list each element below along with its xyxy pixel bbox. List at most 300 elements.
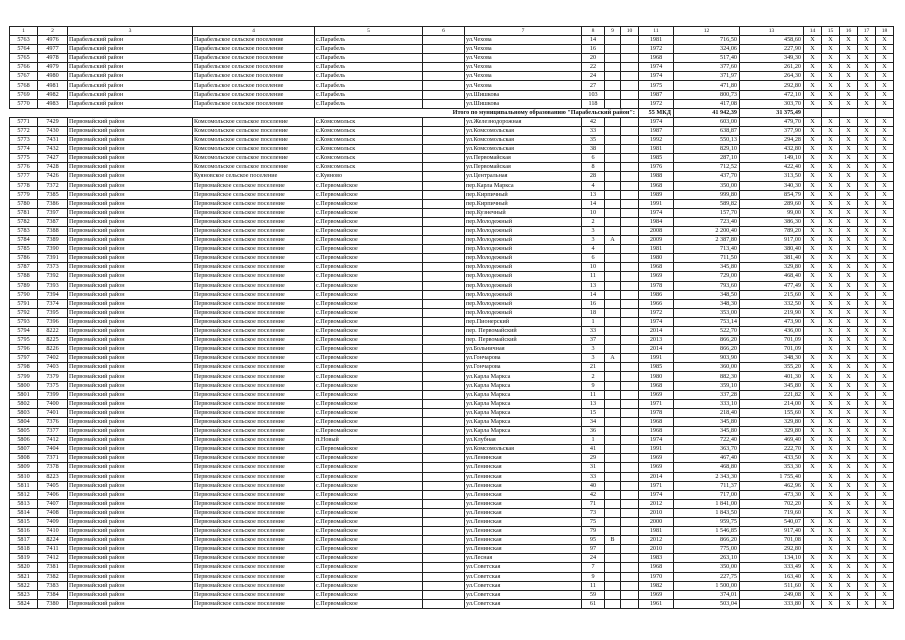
table-cell: 2010 — [639, 508, 674, 517]
table-cell: 5776 — [10, 163, 38, 172]
table-row — [10, 399, 894, 408]
table-cell: 713,40 — [674, 245, 740, 254]
table-cell: X — [840, 181, 858, 190]
table-cell: 41 — [582, 445, 605, 454]
table-cell: X — [840, 563, 858, 572]
table-cell — [605, 408, 621, 417]
table-cell — [605, 381, 621, 390]
table-cell: ул.Карла Маркса — [465, 381, 582, 390]
table-cell — [621, 508, 639, 517]
table-cell — [605, 245, 621, 254]
table-cell — [605, 517, 621, 526]
table-cell: с.Комсомольск — [315, 145, 423, 154]
table-cell: 264,30 — [740, 72, 804, 81]
table-row — [10, 272, 894, 281]
table-cell — [605, 527, 621, 536]
table-cell: X — [840, 236, 858, 245]
table-cell: Первомайский район — [68, 217, 193, 226]
table-cell — [621, 572, 639, 581]
table-cell: Первомайский район — [68, 472, 193, 481]
table-cell: X — [804, 172, 822, 181]
table-cell: 1968 — [639, 417, 674, 426]
table-cell: Парабельский район — [68, 45, 193, 54]
table-cell: 218,40 — [674, 408, 740, 417]
table-cell: ул.Советская — [465, 599, 582, 608]
table-cell — [621, 190, 639, 199]
table-cell: 11 — [582, 390, 605, 399]
table-cell: 854,79 — [740, 190, 804, 199]
table-cell: X — [876, 363, 894, 372]
table-cell: Первомайский район — [68, 308, 193, 317]
column-header: 16 — [840, 27, 858, 36]
table-cell: 2010 — [639, 545, 674, 554]
table-cell: 7410 — [38, 527, 68, 536]
table-cell — [605, 190, 621, 199]
table-cell: 2014 — [639, 327, 674, 336]
table-cell: с.Первомайское — [315, 190, 423, 199]
table-cell: X — [822, 390, 840, 399]
table-cell: X — [840, 163, 858, 172]
table-cell — [621, 117, 639, 126]
table-cell: 1992 — [639, 136, 674, 145]
table-cell — [621, 263, 639, 272]
column-header: 1 — [10, 27, 38, 36]
table-cell: пер.Кирпичный — [465, 199, 582, 208]
table-cell: 701,09 — [740, 345, 804, 354]
table-cell: 27 — [582, 81, 605, 90]
table-cell — [621, 217, 639, 226]
table-cell: 5797 — [10, 354, 38, 363]
table-cell: Первомайский район — [68, 372, 193, 381]
table-cell: 386,30 — [740, 217, 804, 226]
table-cell — [605, 581, 621, 590]
table-cell — [423, 154, 465, 163]
table-row — [10, 408, 894, 417]
table-cell: 7376 — [38, 417, 68, 426]
table-cell — [423, 117, 465, 126]
table-cell — [423, 99, 465, 108]
table-cell: X — [876, 572, 894, 581]
table-cell — [621, 481, 639, 490]
table-cell: с.Парабель — [315, 81, 423, 90]
table-cell — [621, 36, 639, 45]
table-cell: с.Первомайское — [315, 217, 423, 226]
table-cell: Первомайский район — [68, 117, 193, 126]
table-cell — [423, 436, 465, 445]
table-cell: X — [858, 563, 876, 572]
table-cell: Первомайское сельское поселение — [193, 208, 315, 217]
table-cell: 2009 — [639, 236, 674, 245]
table-cell: с.Первомайское — [315, 599, 423, 608]
table-cell: ул.Ленинская — [465, 545, 582, 554]
table-cell: Первомайское сельское поселение — [193, 354, 315, 363]
table-cell: Первомайский район — [68, 181, 193, 190]
table-cell: X — [822, 36, 840, 45]
table-cell: 5793 — [10, 317, 38, 326]
table-cell: ул.Комсомольская — [465, 136, 582, 145]
table-cell — [423, 145, 465, 154]
column-header: 10 — [621, 27, 639, 36]
table-cell: 7380 — [38, 599, 68, 608]
table-cell: Первомайский район — [68, 481, 193, 490]
table-cell: 433,50 — [740, 454, 804, 463]
table-cell: X — [858, 299, 876, 308]
table-cell — [423, 563, 465, 572]
table-cell: Первомайский район — [68, 581, 193, 590]
table-cell: 24 — [582, 72, 605, 81]
table-cell: X — [876, 336, 894, 345]
table-cell: X — [840, 190, 858, 199]
table-cell: X — [858, 354, 876, 363]
table-cell: Первомайский район — [68, 272, 193, 281]
table-cell: 479,70 — [740, 117, 804, 126]
table-cell: 377,90 — [740, 126, 804, 135]
table-cell: Первомайский район — [68, 499, 193, 508]
table-cell — [605, 217, 621, 226]
table-cell: X — [876, 136, 894, 145]
table-cell: 753,14 — [674, 317, 740, 326]
table-cell: Первомайский район — [68, 190, 193, 199]
table-cell — [621, 290, 639, 299]
table-cell: X — [876, 126, 894, 135]
table-cell: 287,10 — [674, 154, 740, 163]
table-cell: ул.Первомайская — [465, 154, 582, 163]
table-cell: 7377 — [38, 427, 68, 436]
table-cell: 7378 — [38, 463, 68, 472]
table-cell: 1980 — [639, 372, 674, 381]
table-cell: Первомайский район — [68, 436, 193, 445]
table-cell: Первомайское сельское поселение — [193, 536, 315, 545]
table-cell: Комсомольское сельское поселение — [193, 117, 315, 126]
table-cell: X — [840, 572, 858, 581]
table-cell: X — [822, 199, 840, 208]
table-cell: X — [876, 390, 894, 399]
table-cell: X — [876, 417, 894, 426]
table-cell — [605, 490, 621, 499]
table-cell: 381,40 — [740, 254, 804, 263]
table-cell: 603,00 — [674, 117, 740, 126]
table-row — [10, 599, 894, 608]
table-cell: X — [804, 517, 822, 526]
table-cell — [621, 90, 639, 99]
table-cell: X — [858, 245, 876, 254]
table-cell: X — [876, 436, 894, 445]
table-cell: Первомайское сельское поселение — [193, 554, 315, 563]
table-cell: 7371 — [38, 454, 68, 463]
table-cell: X — [840, 417, 858, 426]
table-cell: X — [804, 363, 822, 372]
table-cell: 3 — [582, 236, 605, 245]
table-cell — [605, 99, 621, 108]
table-cell: 345,80 — [740, 381, 804, 390]
table-cell: 7428 — [38, 163, 68, 172]
column-header: 15 — [822, 27, 840, 36]
table-cell: X — [840, 63, 858, 72]
table-cell: 1972 — [639, 45, 674, 54]
table-cell: X — [822, 336, 840, 345]
table-cell — [423, 54, 465, 63]
table-cell: X — [858, 517, 876, 526]
table-cell — [605, 154, 621, 163]
table-cell: X — [804, 272, 822, 281]
column-header: 9 — [605, 27, 621, 36]
table-cell: 9 — [582, 381, 605, 390]
table-cell: 1987 — [639, 126, 674, 135]
table-cell: 359,10 — [674, 381, 740, 390]
table-cell — [605, 208, 621, 217]
table-cell: 3 — [582, 345, 605, 354]
table-cell: ул.Ленинская — [465, 481, 582, 490]
table-cell: X — [822, 327, 840, 336]
table-cell: 1966 — [639, 299, 674, 308]
table-cell: 469,40 — [740, 436, 804, 445]
table-cell: с.Первомайское — [315, 345, 423, 354]
table-cell: Первомайское сельское поселение — [193, 181, 315, 190]
table-cell: X — [804, 563, 822, 572]
table-cell: X — [840, 508, 858, 517]
table-row — [10, 236, 894, 245]
table-cell: с.Первомайское — [315, 263, 423, 272]
table-cell: X — [876, 199, 894, 208]
table-cell: X — [876, 81, 894, 90]
table-cell: 4982 — [38, 90, 68, 99]
table-cell: 7381 — [38, 563, 68, 572]
table-cell: с.Парабель — [315, 72, 423, 81]
table-cell: 1974 — [639, 117, 674, 126]
table-cell: X — [858, 508, 876, 517]
table-row — [10, 245, 894, 254]
table-cell: X — [804, 217, 822, 226]
table-cell: 8223 — [38, 472, 68, 481]
table-cell: Первомайское сельское поселение — [193, 317, 315, 326]
table-cell: с.Комсомольск — [315, 117, 423, 126]
table-cell: с.Парабель — [315, 63, 423, 72]
table-cell: 134,10 — [740, 554, 804, 563]
table-cell: Первомайское сельское поселение — [193, 408, 315, 417]
table-cell: X — [804, 199, 822, 208]
table-cell: 3 — [582, 354, 605, 363]
table-cell — [423, 236, 465, 245]
table-cell: с.Первомайское — [315, 236, 423, 245]
table-cell — [423, 63, 465, 72]
table-cell: 221,82 — [740, 390, 804, 399]
table-cell: X — [840, 226, 858, 235]
table-row — [10, 154, 894, 163]
table-cell — [605, 399, 621, 408]
table-cell: пер.Молодежный — [465, 254, 582, 263]
table-cell: с.Первомайское — [315, 354, 423, 363]
table-cell: X — [840, 590, 858, 599]
table-cell — [605, 427, 621, 436]
table-cell: X — [822, 381, 840, 390]
table-cell: X — [840, 245, 858, 254]
table-cell: 33 — [582, 472, 605, 481]
table-cell — [423, 381, 465, 390]
table-cell — [423, 590, 465, 599]
table-cell: X — [822, 217, 840, 226]
table-row — [10, 572, 894, 581]
table-cell: с.Первомайское — [315, 317, 423, 326]
table-cell: 10 — [582, 263, 605, 272]
table-cell: А — [605, 236, 621, 245]
table-cell — [423, 499, 465, 508]
table-cell: Первомайское сельское поселение — [193, 527, 315, 536]
table-cell — [423, 572, 465, 581]
table-cell: X — [804, 136, 822, 145]
table-cell: X — [804, 145, 822, 154]
table-row — [10, 345, 894, 354]
total-area-total: 41 942,39 — [674, 108, 740, 117]
table-cell: с.Первомайское — [315, 254, 423, 263]
table-cell: 8222 — [38, 327, 68, 336]
table-cell: Парабельский район — [68, 54, 193, 63]
table-cell: 1974 — [639, 208, 674, 217]
table-cell: X — [858, 90, 876, 99]
table-cell: X — [822, 72, 840, 81]
table-cell: с.Первомайское — [315, 581, 423, 590]
table-cell: X — [858, 527, 876, 536]
table-cell: X — [804, 154, 822, 163]
table-cell: ул.Ленинская — [465, 472, 582, 481]
table-cell: 35 — [582, 136, 605, 145]
table-cell: Парабельское сельское поселение — [193, 54, 315, 63]
table-cell: X — [858, 272, 876, 281]
table-cell — [423, 190, 465, 199]
table-cell: 5764 — [10, 45, 38, 54]
table-cell: 13 — [582, 281, 605, 290]
table-cell: с.Первомайское — [315, 181, 423, 190]
table-cell: 917,40 — [740, 527, 804, 536]
column-header: 12 — [674, 27, 740, 36]
table-cell: ул.Советская — [465, 572, 582, 581]
table-cell: 5803 — [10, 408, 38, 417]
table-cell: 1989 — [639, 190, 674, 199]
table-cell: 1991 — [639, 445, 674, 454]
table-cell: 97 — [582, 545, 605, 554]
table-cell: 20 — [582, 54, 605, 63]
table-cell: 2012 — [639, 499, 674, 508]
table-cell — [423, 417, 465, 426]
table-row — [10, 563, 894, 572]
table-cell — [621, 436, 639, 445]
table-cell: X — [858, 463, 876, 472]
table-cell: 16 — [582, 45, 605, 54]
table-row — [10, 145, 894, 154]
table-cell: X — [876, 181, 894, 190]
table-cell — [605, 563, 621, 572]
table-cell: Первомайское сельское поселение — [193, 399, 315, 408]
table-cell: X — [858, 436, 876, 445]
table-cell: 5798 — [10, 363, 38, 372]
table-cell: X — [858, 263, 876, 272]
table-cell: X — [822, 499, 840, 508]
table-cell — [621, 417, 639, 426]
table-cell: X — [876, 36, 894, 45]
table-cell — [621, 363, 639, 372]
table-cell: ул.Первомайская — [465, 163, 582, 172]
table-cell: 14 — [582, 36, 605, 45]
table-cell: X — [804, 226, 822, 235]
table-cell: 589,82 — [674, 199, 740, 208]
table-cell: X — [876, 217, 894, 226]
table-cell: Первомайское сельское поселение — [193, 281, 315, 290]
table-cell: 2012 — [639, 536, 674, 545]
table-cell: 329,80 — [740, 263, 804, 272]
table-cell: 7409 — [38, 517, 68, 526]
table-cell: 6 — [582, 254, 605, 263]
table-cell — [605, 472, 621, 481]
table-cell: Первомайское сельское поселение — [193, 381, 315, 390]
table-row — [10, 472, 894, 481]
table-cell: Первомайское сельское поселение — [193, 563, 315, 572]
table-cell: X — [840, 281, 858, 290]
table-cell: 1969 — [639, 454, 674, 463]
table-cell — [621, 45, 639, 54]
table-cell: X — [804, 299, 822, 308]
table-cell: 5774 — [10, 145, 38, 154]
table-cell: 5766 — [10, 63, 38, 72]
table-cell: 345,80 — [674, 263, 740, 272]
table-cell: Первомайское сельское поселение — [193, 299, 315, 308]
table-cell: X — [876, 354, 894, 363]
table-cell: ул.Чехова — [465, 45, 582, 54]
table-cell: с.Парабель — [315, 90, 423, 99]
table-cell: 5785 — [10, 245, 38, 254]
table-cell: Первомайский район — [68, 126, 193, 135]
table-cell — [605, 436, 621, 445]
table-cell: 7388 — [38, 226, 68, 235]
table-cell — [423, 508, 465, 517]
table-cell — [605, 199, 621, 208]
table-cell: X — [822, 563, 840, 572]
table-row — [10, 481, 894, 490]
table-cell: X — [822, 545, 840, 554]
table-cell: 1978 — [639, 281, 674, 290]
table-cell: X — [876, 226, 894, 235]
table-cell: X — [804, 572, 822, 581]
table-cell: пер.Молодежный — [465, 272, 582, 281]
table-cell: пер.Молодежный — [465, 226, 582, 235]
table-cell — [804, 345, 822, 354]
table-cell: X — [840, 72, 858, 81]
table-cell: X — [840, 363, 858, 372]
table-cell: 701,08 — [740, 536, 804, 545]
table-cell — [621, 327, 639, 336]
table-cell — [423, 581, 465, 590]
table-cell: ул.Клубная — [465, 436, 582, 445]
table-cell: X — [804, 581, 822, 590]
table-cell: 5771 — [10, 117, 38, 126]
table-row — [10, 436, 894, 445]
table-cell: 5789 — [10, 281, 38, 290]
table-cell: 5809 — [10, 463, 38, 472]
table-cell: Первомайское сельское поселение — [193, 481, 315, 490]
table-cell: пер.Молодежный — [465, 245, 582, 254]
table-cell: 222,70 — [740, 445, 804, 454]
table-cell: Первомайское сельское поселение — [193, 345, 315, 354]
table-cell: с.Первомайское — [315, 517, 423, 526]
table-cell: с.Первомайское — [315, 336, 423, 345]
table-cell: X — [858, 345, 876, 354]
table-cell: X — [876, 308, 894, 317]
table-cell — [621, 408, 639, 417]
table-cell: 75 — [582, 517, 605, 526]
table-cell: с.Комсомольск — [315, 154, 423, 163]
table-cell: X — [840, 436, 858, 445]
table-cell — [605, 317, 621, 326]
table-row — [10, 290, 894, 299]
table-cell: 340,30 — [740, 181, 804, 190]
